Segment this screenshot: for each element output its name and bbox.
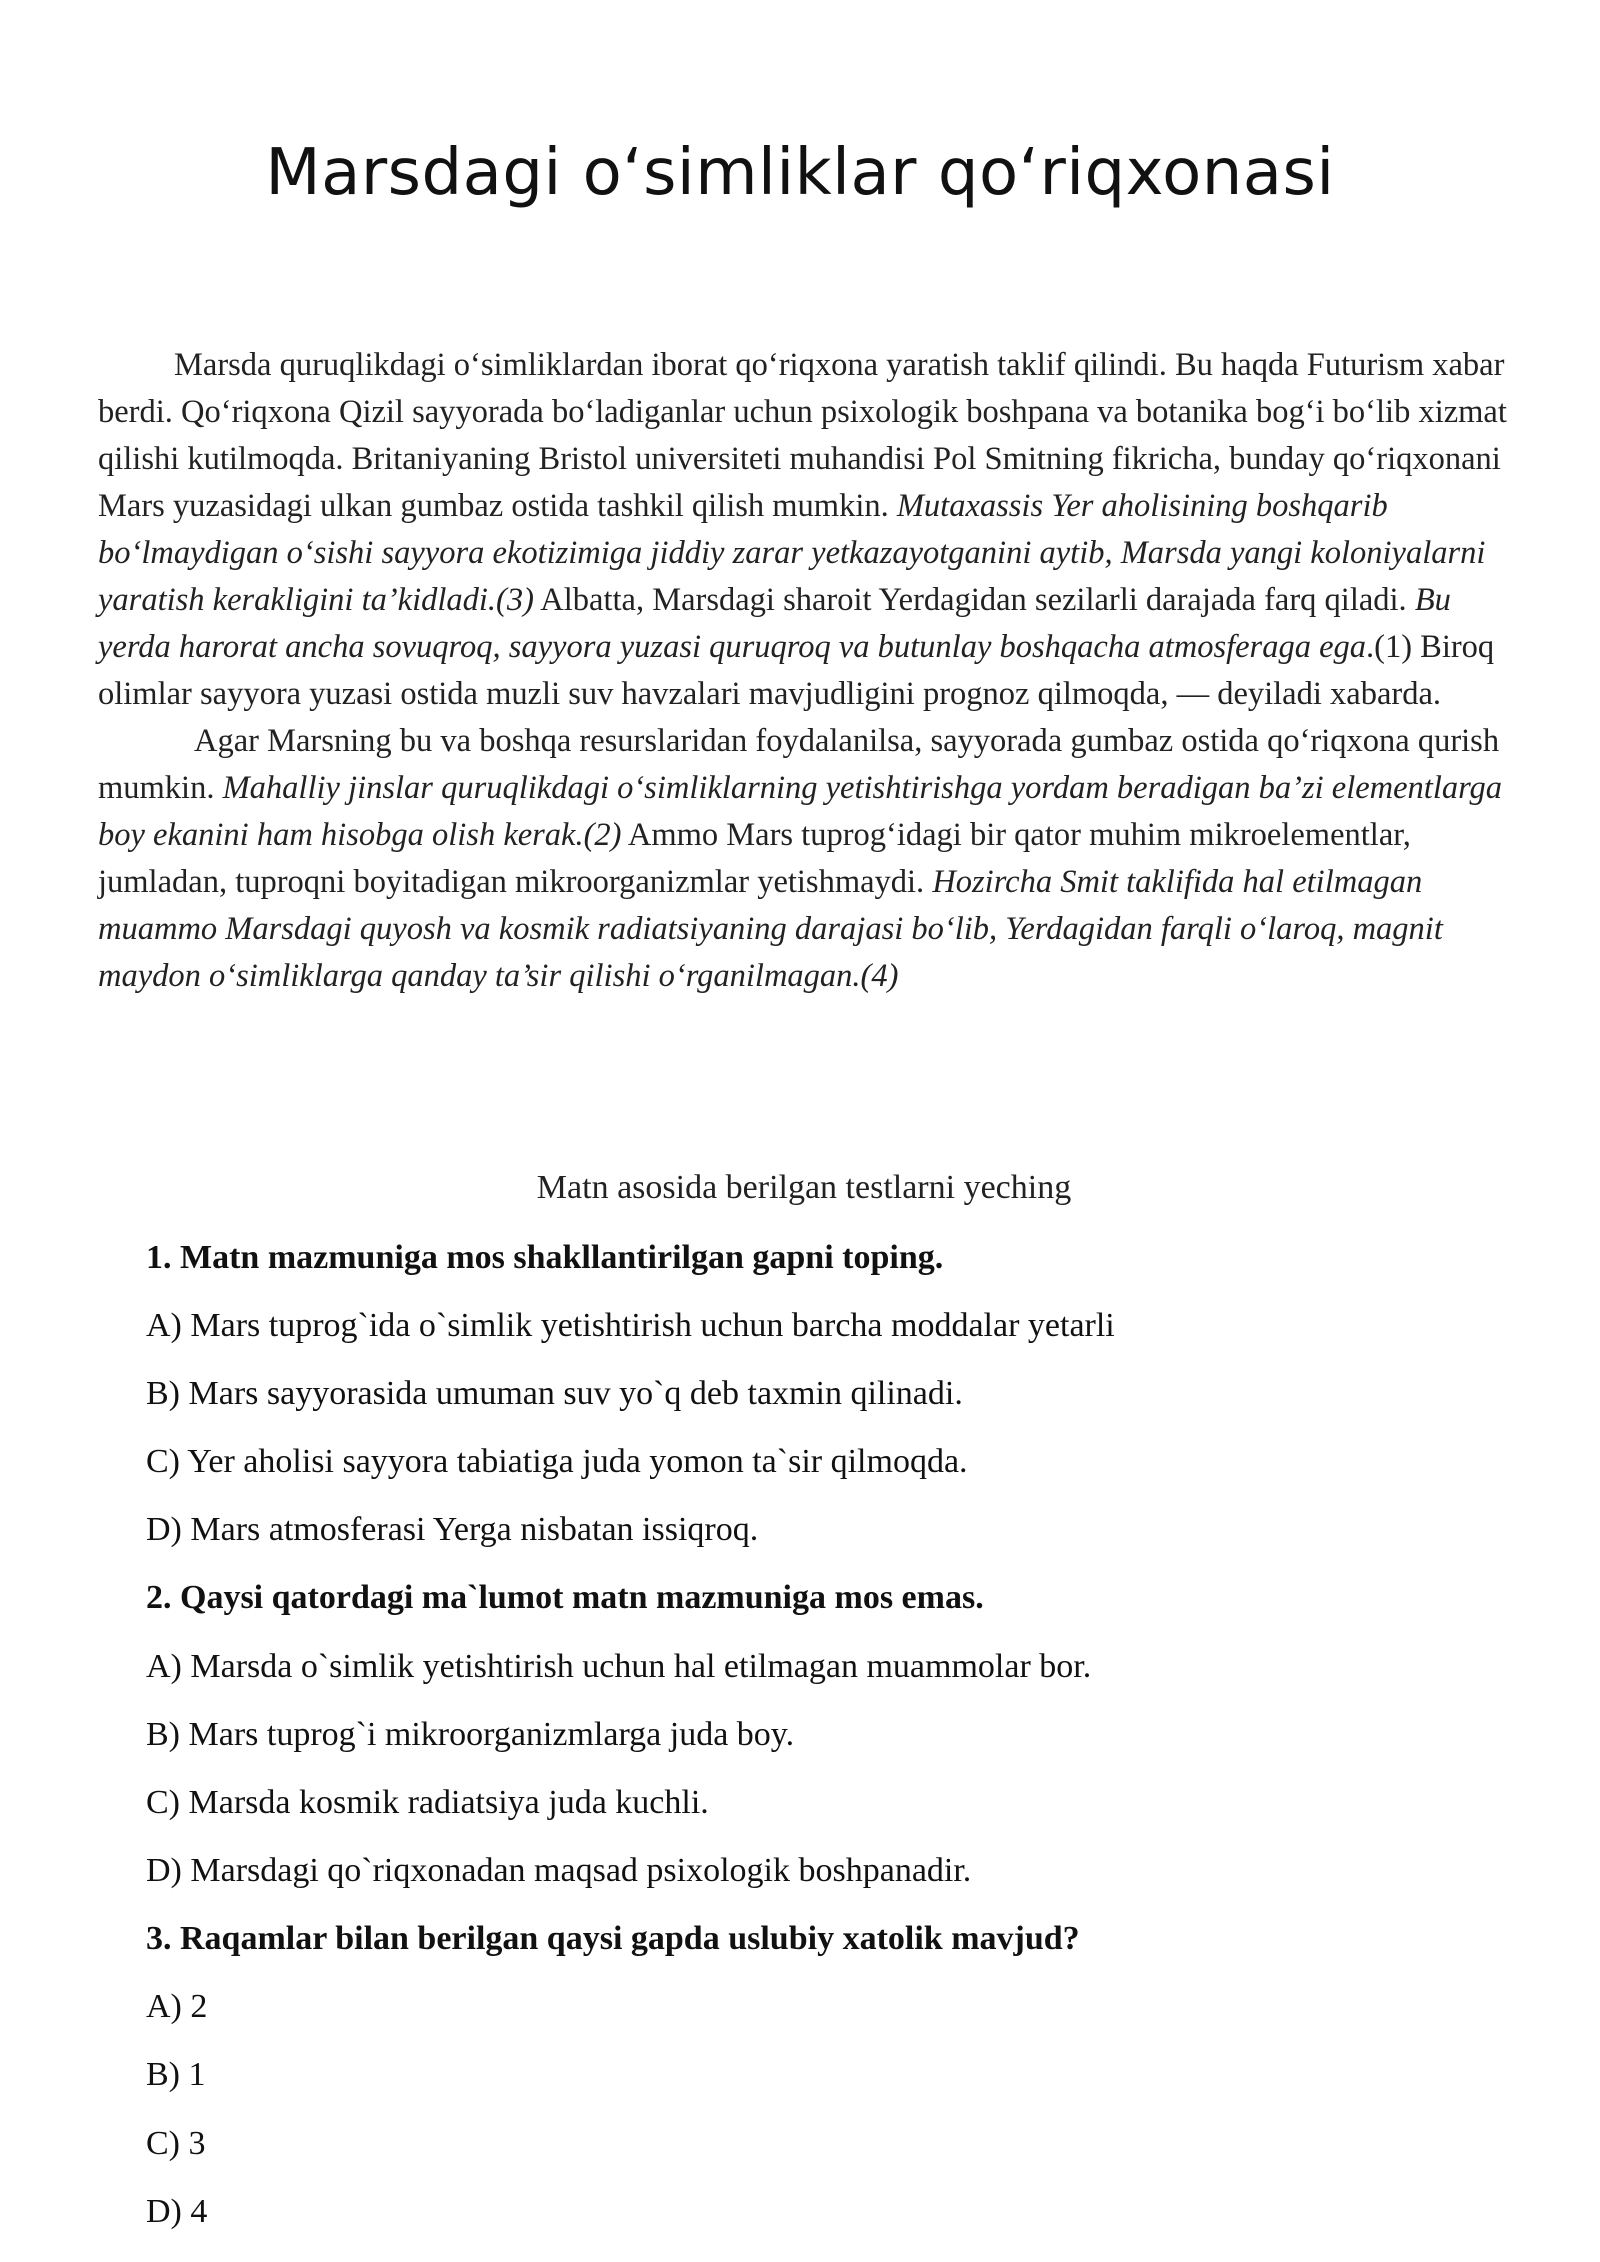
question-1-option-b: B) Mars sayyorasida umuman suv yo`q deb taxmin qilinadi. <box>146 1375 963 1412</box>
paragraph-segment-italic: Mahalliy jinslar quruqlikdagi o‘simliklarning yetishtirishga yordam beradigan ba’zi elementlarga boy ekanini ham hisobga olish kerak.(2) <box>98 770 1503 853</box>
paragraph-segment: Albatta, Marsdagi sharoit Yerdagidan sezilarli darajada farq qiladi. <box>533 582 1415 618</box>
question-1-option-c: C) Yer aholisi sayyora tabiatiga juda yomon ta`sir qilmoqda. <box>146 1443 968 1480</box>
question-3-option-b: B) 1 <box>146 2056 206 2093</box>
question-1-text: 1. Matn mazmuniga mos shakllantirilgan gapni toping. <box>146 1239 944 1276</box>
question-3-option-a: A) 2 <box>146 1988 208 2025</box>
question-3-option-c: C) 3 <box>146 2125 206 2162</box>
question-2-text: 2. Qaysi qatordagi ma`lumot matn mazmuniga mos emas. <box>146 1579 984 1616</box>
question-3-option-d: D) 4 <box>146 2193 208 2230</box>
question-1-option-a: A) Mars tuprog`ida o`simlik yetishtirish uchun barcha moddalar yetarli <box>146 1307 1115 1344</box>
paragraph-segment-italic: Mutaxassis Yer aholisining boshqarib bo‘lmaydigan o‘sishi sayyora ekotizimiga jiddiy zarar yetkazayotganini aytib, Marsda yangi koloniyalarni yaratish kerakligini ta’kidladi.(3) <box>98 488 1486 618</box>
question-2-option-c: C) Marsda kosmik radiatsiya juda kuchli. <box>146 1784 709 1821</box>
article-paragraph-2 <box>98 718 1518 1000</box>
paragraph-segment-italic: Hozircha Smit taklifida hal etilmagan muammo Marsdagi quyosh va kosmik radiatsiyaning darajasi bo‘lib, Yerdagidan farqli o‘laroq, magnit maydon o‘simliklarga qanday ta’sir qilishi o‘rganilmagan.(4) <box>98 864 1443 994</box>
paragraph-segment-italic: Bu yerda harorat ancha sovuqroq, sayyora yuzasi quruqroq va butunlay boshqacha atmosferaga ega <box>98 582 1451 665</box>
test-instruction: Matn asosida berilgan testlarni yeching <box>536 1169 1072 1206</box>
paragraph-segment: Marsda quruqlikdagi o‘simliklardan iborat qo‘riqxona yaratish taklif qilindi. Bu haqda Futurism xabar berdi. Qo‘riqxona Qizil sayyorada bo‘ladiganlar uchun psixologik boshpana va botanika bog‘i bo‘lib xizmat qilishi kutilmoqda. Britaniyaning Bristol universiteti muhandisi Pol Smitning fikricha, bunday qo‘riqxonani Mars yuzasidagi ulkan gumbaz ostida tashkil qilish mumkin. <box>98 347 1507 524</box>
question-2-option-a: A) Marsda o`simlik yetishtirish uchun hal etilmagan muammolar bor. <box>146 1648 1092 1685</box>
paragraph-segment: Ammo Mars tuprog‘idagi bir qator muhim mikroelementlar, jumladan, tuproqni boyitadigan mikroorganizmlar yetishmaydi. <box>98 817 1411 900</box>
paragraph-segment: Agar Marsning bu va boshqa resurslaridan foydalanilsa, sayyorada gumbaz ostida qo‘riqxona qurish mumkin. <box>98 723 1500 806</box>
question-1-option-d: D) Mars atmosferasi Yerga nisbatan issiqroq. <box>146 1511 759 1548</box>
question-3-text: 3. Raqamlar bilan berilgan qaysi gapda uslubiy xatolik mavjud? <box>146 1920 1080 1957</box>
article-paragraph-1 <box>98 342 1518 718</box>
article-body <box>98 342 1518 1000</box>
paragraph-segment: .(1) Biroq olimlar sayyora yuzasi ostida muzli suv havzalari mavjudligini prognoz qilmoqda, — deyiladi xabarda. <box>98 629 1495 712</box>
document-title: Marsdagi o‘simliklar qo‘riqxonasi <box>265 136 1335 210</box>
question-2-option-b: B) Mars tuprog`i mikroorganizmlarga juda boy. <box>146 1716 795 1753</box>
question-2-option-d: D) Marsdagi qo`riqxonadan maqsad psixologik boshpanadir. <box>146 1852 972 1889</box>
